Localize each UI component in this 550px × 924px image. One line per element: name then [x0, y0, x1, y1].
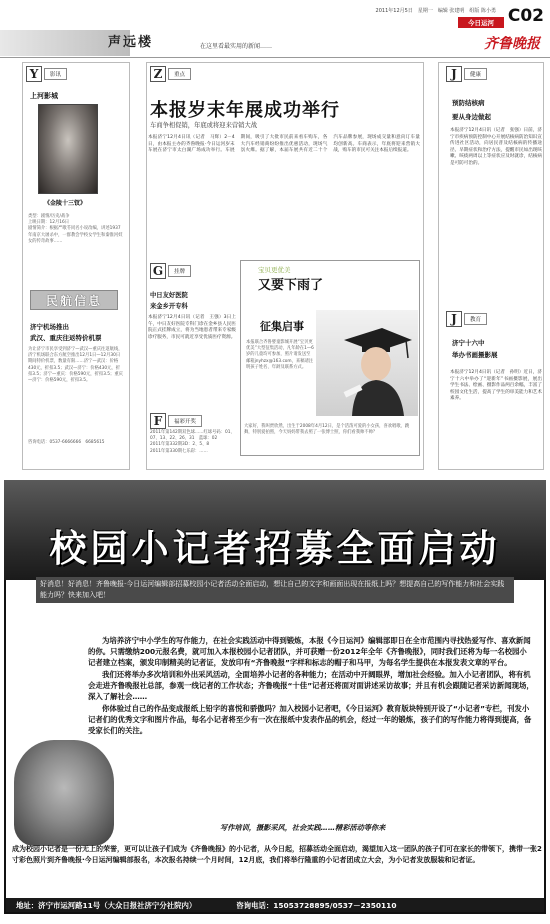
aviation-banner-text: 民航信息: [45, 294, 102, 308]
health-column: [438, 62, 544, 470]
entertainment-section-header: [26, 65, 67, 83]
section-letter: F: [150, 413, 166, 429]
issue-meta: 2011年12月5日 星期一 编辑 张建明 组版 陈小勇: [375, 8, 496, 14]
section-letter: J: [446, 311, 462, 327]
draw-section-header: [150, 262, 191, 280]
focus-section-header: [150, 65, 191, 83]
column-subtitle: 在这里看最实用的新闻……: [200, 43, 273, 50]
contest-call: 征集启事: [260, 320, 304, 333]
page-number: C02: [507, 6, 544, 26]
movie-poster: [38, 104, 98, 194]
ad-phone: 咨询电话：15053728895/0537－2350110: [236, 900, 397, 910]
hospital-headline: 中日友好医院: [150, 292, 188, 299]
main-headline: 本报岁末年展成功举行: [150, 100, 340, 121]
ad-body: [88, 635, 534, 737]
section-name: 福彩开奖: [168, 415, 202, 427]
edu-subheadline: 举办书画摄影展: [452, 351, 498, 359]
newspaper-logo: 齐鲁晚报: [484, 36, 540, 52]
welfare-section-header: [150, 412, 202, 430]
contest-caption: 大家好，我叫贾欣然，出生于2008年4月12日，是个活泼可爱的小女孩，喜欢唱歌、跳舞，特别爱拍照，今天妈妈带我去照了一张博士照，你们看我帅不帅？: [244, 424, 410, 436]
child-graduate-illustration: [316, 310, 418, 416]
section-letter: G: [150, 263, 166, 279]
cinema-title: 上河影城: [30, 92, 58, 100]
contest-body: 本报联合齐鲁婴童影城开展“宝贝更优美”大型征集活动，凡年龄在1—6岁的儿童均可参加，照片请发送至邮箱jnyhzx@163.com，来稿请注明孩子姓名、年龄及联系方式。: [246, 340, 314, 370]
health-body: 本报济宁12月4日讯（记者 张强）日前，济宁市疾病预防控制中心开展结核病防治知识宣传进社区活动，向居民普及结核病的传播途径、早期症状和治疗方法，提醒市民如出现咳嗽、咳痰两周以上等症状应及时就诊，结核病是可防可治的。: [450, 128, 542, 166]
hospital-subheadline: 来金乡开专科: [150, 303, 188, 310]
health-subheadline: 要从身边做起: [452, 113, 491, 121]
ad-slogan: 写作培训，摄影采风，社会实践……精彩活动等你来: [220, 823, 386, 832]
contest-title: 又要下雨了: [258, 278, 324, 293]
health-section-header: [446, 65, 487, 83]
child-photo: [316, 310, 418, 416]
section-name: 挂牌: [168, 265, 191, 277]
section-letter: Y: [26, 66, 42, 82]
lottery-results: 2011年第142期双色球……红球号码：01、07、13、22、26、31 蓝球：02 2011年第332期3D：2、5、8 2011年第330期七乐彩：……: [150, 430, 235, 454]
health-headline: 预防结核病: [452, 99, 485, 107]
edition-tag: 今日运河: [458, 17, 504, 28]
edu-body: 本报济宁12月4日讯（记者 孙明）近日，济宁十六中举办了“迎新年”书画摄影展，展出学生书法、绘画、摄影作品两百余幅，丰富了校园文化生活，提高了学生的审美能力和艺术素养。: [450, 370, 542, 402]
ad-paragraph: 为培养济宁中小学生的写作能力，在社会实践活动中得到锻炼，本报《今日运河》编辑部即日在全市范围内寻找热爱写作、喜欢新闻的你。只需缴纳200元报名费，就可加入本报校园小记者团队，并可获赠一份2012年全年《齐鲁晚报》，同时我们还将为每一名校园小记者建立档案，颁发印制精美的记者证，发放印有“齐鲁晚报”字样和标志的帽子和马甲，为每名学生提供在本报发表文章的平台。: [88, 636, 531, 667]
ad-intro: 好消息！好消息！齐鲁晚报·今日运河编辑部招募校园小记者活动全面启动，想让自己的文字和画面出现在报纸上吗？想提高自己的写作能力和社会实践能力吗？快来加入吧！: [36, 577, 514, 603]
ad-paragraph: 你体验过自己的作品变成报纸上铅字的喜悦和骄傲吗？加入校园小记者吧，《今日运河》教育版块特别开设了“小记者”专栏，刊发小记者们的优秀文字和图片作品，每名小记者将至少有一次在报纸中发表作品的机会，经过一年的锻炼，孩子们的写作能力将得到提高，备受家长们的关注。: [88, 704, 532, 735]
section-letter: Z: [150, 66, 166, 82]
ad-paragraph: 我们还将举办多次培训和外出采风活动，全面培养小记者的各种能力；在活动中开阔眼界，增加社会经验。加入小记者团队，将有机会走进齐鲁晚报社总部，参观一线记者的工作状态；齐鲁晚报“十佳”记者还将面对面讲述采访故事；并且有机会跟随记者采访新闻现场，深入了解社会……: [88, 670, 534, 701]
column-title: 声远楼: [108, 35, 154, 50]
movie-title: 《金陵十三钗》: [44, 200, 87, 207]
ad-address: 地址：济宁市运河路11号（大众日报社济宁分社院内）: [16, 900, 197, 910]
edu-headline: 济宁十六中: [452, 339, 485, 347]
airport-phone: 咨询电话：0537-6666666 6685615: [28, 440, 105, 445]
section-letter: J: [446, 66, 462, 82]
section-name: 教育: [464, 313, 487, 325]
airport-body: 为让济宁市民享受到济宁—武汉—重庆往返航线，济宁机场联合东方航空推出12月1日—12月30日期间特价机票，数量有限……济宁—武汉：价格430元，折扣3.5；武汉—济宁：价格430元，折扣3.5；济宁—重庆：价格590元，折扣3.5；重庆—济宁：价格590元，折扣3.5。: [28, 347, 123, 384]
movie-info: 类型：剧情/历史/战争 上映日期：12月16日 剧情简介：根据严歌苓同名小说改编，讲述1937年南京大屠杀中，一群教会学校女学生和秦淮河妓女的传奇故事……: [28, 214, 123, 244]
header-divider: [0, 57, 550, 58]
contest-label: 宝贝更优美: [258, 266, 291, 274]
airport-headline: 济宁机场推出: [30, 323, 69, 331]
section-name: 健康: [464, 68, 487, 80]
main-subheadline: 车商争相促销，年底或将迎来营销大战: [150, 122, 258, 129]
ad-contact-bar: [6, 898, 544, 912]
airport-subheadline: 武汉、重庆往返特价机票: [30, 334, 102, 342]
main-article-body: 本报济宁12月4日讯（记者 马辉）2－4日，由本报主办的齐鲁晚报·今日运河岁末车展在济宁市太白湖广场成功举行。车展期间，吸引了大批市民前来看车购车，各大汽车经销商纷纷推出优惠活动，现场气氛火爆。据了解，本届车展共有近二十个汽车品牌参展，现场成交量和意向订车量均创新高。车商表示，年底将迎来营销大战，购车的市民可关注本报后续报道。: [148, 135, 420, 154]
ad-title: 校园小记者招募全面启动: [49, 526, 501, 570]
section-name: 影讯: [44, 68, 67, 80]
hospital-body: 本报济宁12月4日讯（记者 王强）3日上午，中日友好医院专科门诊在金乡县人民医院正式挂牌成立，将为当地患者带来专家级诊疗服务，市民可就近享受优质医疗资源。: [148, 315, 236, 340]
edu-section-header: [446, 310, 487, 328]
ad-footer: 成为校园小记者是一份无上的荣誉，更可以让孩子们成为《齐鲁晚报》的小记者，从今日起，招募活动全面启动，渴望加入这一团队的孩子们可在家长的带领下，携带一张2寸彩色照片到齐鲁晚报·今日运河编辑部报名，本次报名持续一个月时间，12月底，我们将举行隆重的小记者团成立大会，为小记者发放服装和记者证。: [12, 845, 542, 864]
section-name: 重点: [168, 68, 191, 80]
child-with-megaphone-photo: [14, 740, 114, 846]
